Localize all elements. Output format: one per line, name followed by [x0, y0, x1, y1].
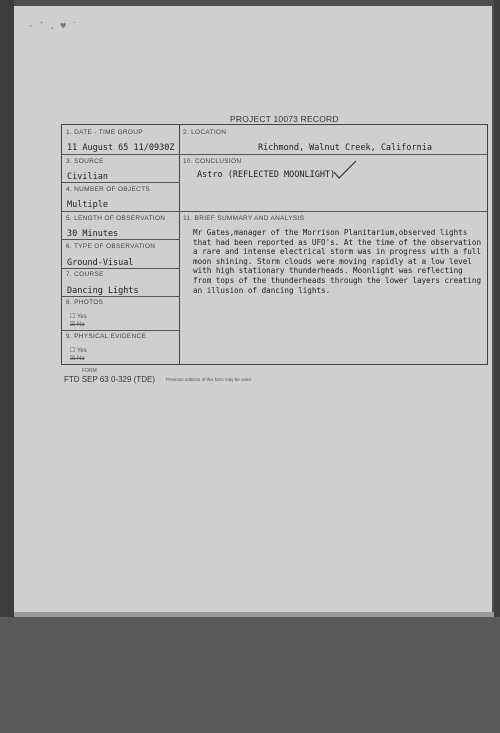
evidence-label: 9. PHYSICAL EVIDENCE [66, 333, 147, 340]
photos-yes-option: ☐ Yes [70, 314, 87, 320]
row-divider [62, 296, 179, 297]
photos-label: 8. PHOTOS [66, 299, 104, 306]
summary-line: with high stationary thunderheads. Moonlight was reflecting [193, 266, 463, 276]
row-divider [62, 330, 179, 331]
photos-no-option: ☒ No [70, 322, 85, 328]
row-divider [62, 211, 487, 212]
evidence-no-label: No [77, 356, 85, 362]
photos-no-label: No [77, 322, 85, 328]
summary-line: moon shining. Storm clouds were moving rapidly at a low level [193, 256, 472, 266]
summary-line: a rare and intense electrical storm was in progress with a full [193, 247, 482, 257]
row-divider [62, 239, 179, 240]
summary-line: an illusion of dancing lights. [193, 285, 331, 295]
source-label: 3. SOURCE [66, 158, 104, 165]
checkmark-icon [332, 159, 358, 181]
summary-label: 11. BRIEF SUMMARY AND ANALYSIS [183, 215, 305, 222]
course-value: Dancing Lights [67, 286, 139, 296]
summary-line: from tops of the thunderheads through the lower layers creating [193, 275, 482, 285]
location-label: 2. LOCATION [183, 129, 227, 136]
evidence-yes-label: Yes [76, 348, 87, 354]
course-label: 7. COURSE [66, 271, 104, 278]
objects-label: 4. NUMBER OF OBJECTS [66, 186, 151, 193]
length-label: 5. LENGTH OF OBSERVATION [66, 215, 166, 222]
conclusion-label: 10. CONCLUSION [183, 158, 242, 165]
evidence-yes-option: ☐ Yes [70, 348, 87, 354]
row-divider [62, 268, 179, 269]
type-value: Ground-Visual [67, 258, 134, 268]
source-value: Civilian [67, 172, 108, 182]
form-label: FORM [82, 368, 97, 374]
evidence-no-option: ☒ No [70, 356, 85, 362]
record-title: PROJECT 10073 RECORD [230, 114, 339, 124]
column-divider [179, 125, 180, 364]
conclusion-value: Astro (REFLECTED MOONLIGHT) [197, 170, 336, 180]
scan-lower-area [0, 617, 500, 733]
objects-value: Multiple [67, 200, 108, 210]
form-identifier: FTD SEP 63 0-329 (TDE) [64, 375, 155, 384]
scan-mark: · ˇ . ♥ ˙ [28, 22, 77, 32]
length-value: 30 Minutes [67, 229, 119, 239]
date-time-value: 11 August 65 11/0930Z [67, 143, 175, 153]
photos-yes-label: Yes [76, 314, 87, 320]
document-page [14, 6, 492, 614]
summary-text [193, 228, 493, 295]
location-value: Richmond, Walnut Creek, California [258, 143, 432, 153]
record-form [61, 124, 488, 365]
summary-line: that had been reported as UFO's. At the time of the observation [193, 237, 482, 247]
summary-line: Mr Gates,manager of the Morrison Planitarium,observed lights [193, 228, 468, 237]
row-divider [62, 182, 179, 183]
type-label: 6. TYPE OF OBSERVATION [66, 243, 156, 250]
row-divider [62, 154, 487, 155]
date-time-label: 1. DATE - TIME GROUP [66, 129, 143, 136]
editions-note: Previous editions of this form may be used. [166, 377, 253, 382]
